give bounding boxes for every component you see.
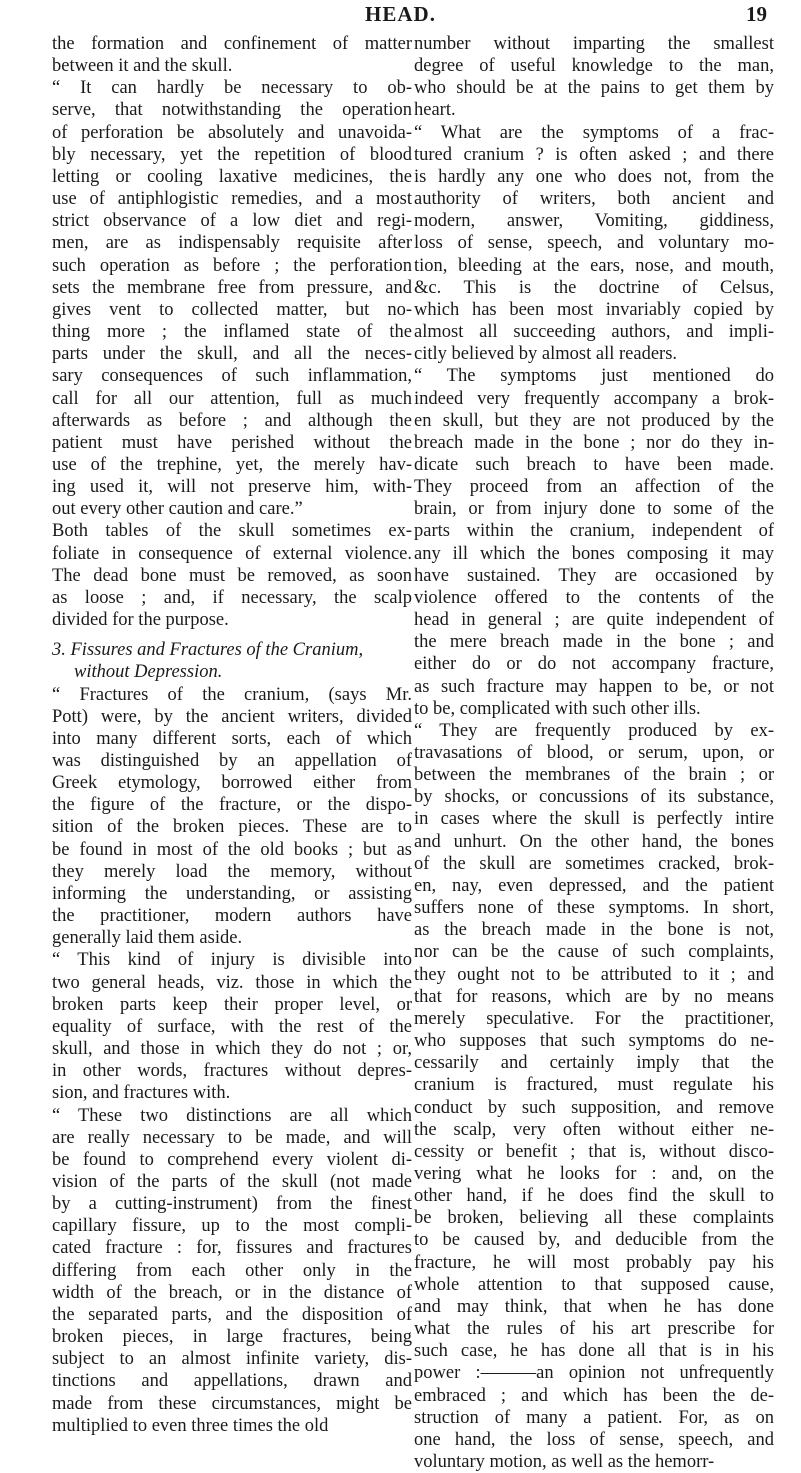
text-line: The dead bone must be removed, as soon xyxy=(52,565,412,586)
paragraph xyxy=(52,33,412,77)
text-line: men, are as indispensably requisite after xyxy=(52,233,412,254)
text-line: by shocks, or concussions of its substance, xyxy=(414,787,774,808)
text-line: tion, bleeding at the ears, nose, and mouth, xyxy=(414,255,774,276)
paragraph xyxy=(52,684,412,950)
text-line: “ These two distinctions are all which xyxy=(52,1105,412,1126)
text-line: subject to an almost infinite variety, dis- xyxy=(52,1349,412,1370)
text-line: struction of many a patient. For, as on xyxy=(414,1407,774,1428)
text-line: sion, and fractures with. xyxy=(52,1083,231,1104)
text-line: one hand, the loss of sense, speech, and xyxy=(414,1429,774,1450)
text-line: they merely load the memory, without xyxy=(52,861,412,882)
text-line: “ This kind of injury is divisible into xyxy=(52,950,412,971)
text-line: parts within the cranium, independent of xyxy=(414,521,774,542)
text-line: sition of the broken pieces. These are to xyxy=(52,817,412,838)
text-line: use of the trephine, yet, the merely hav- xyxy=(52,454,412,475)
text-line: vering what he looks for : and, on the xyxy=(414,1163,774,1184)
text-line: two general heads, viz. those in which the xyxy=(52,972,412,993)
text-line: nor can be the cause of such complaints, xyxy=(414,942,774,963)
text-line: tinctions and appellations, drawn and xyxy=(52,1371,412,1392)
text-line: “ It can hardly be necessary to ob- xyxy=(52,78,412,99)
text-line: They proceed from an affection of the xyxy=(414,477,774,498)
text-line: dicate such breach to have been made. xyxy=(414,454,774,475)
text-line: they ought not to be attributed to it ; and xyxy=(414,964,774,985)
text-line: 3. Fissures and Fractures of the Cranium, xyxy=(52,640,364,661)
text-line: what the rules of his art prescribe for xyxy=(414,1319,774,1340)
text-line: be found in most of the old books ; but as xyxy=(52,839,412,860)
text-line: such operation as before ; the perforation xyxy=(52,255,412,276)
text-line: Both tables of the skull sometimes ex- xyxy=(52,521,412,542)
text-line: “ Fractures of the cranium, (says Mr. xyxy=(52,684,412,705)
text-line: as such fracture may happen to be, or not xyxy=(414,676,774,697)
text-line: number without imparting the smallest xyxy=(414,34,774,54)
text-line: which has been most invariably copied by xyxy=(414,299,774,320)
text-line: multiplied to even three times the old xyxy=(52,1415,329,1436)
text-line: indeed very frequently accompany a brok- xyxy=(414,388,774,409)
text-line: embraced ; and which has been the de- xyxy=(414,1385,774,1406)
text-line: be broken, believing all these complaints xyxy=(414,1208,774,1229)
text-line: and may think, that when he has done xyxy=(414,1296,774,1317)
text-line: breach made in the bone ; nor do they in- xyxy=(414,432,774,453)
text-line: cessarily and certainly imply that the xyxy=(414,1053,774,1074)
text-line: the figure of the fracture, or the dispo- xyxy=(52,795,412,816)
text-line: bly necessary, yet the repetition of blood xyxy=(52,144,412,165)
text-line: and unhurt. On the other hand, the bones xyxy=(414,831,774,852)
text-line: gives vent to collected matter, but no- xyxy=(52,299,412,320)
text-line: merely speculative. For the practitioner, xyxy=(414,1008,774,1029)
text-line: head in general ; are quite independent of xyxy=(414,610,774,631)
page-title: HEAD. xyxy=(365,2,436,26)
text-line: be found to comprehend every violent di- xyxy=(52,1149,412,1170)
text-line: almost all succeeding authors, and impli- xyxy=(414,322,774,343)
text-line: ing used it, will not preserve him, with- xyxy=(52,477,412,498)
paragraph xyxy=(414,122,774,366)
text-line: width of the breach, or in the distance of xyxy=(52,1282,412,1303)
text-line: Greek etymology, borrowed either from xyxy=(52,773,412,794)
text-line: serve, that notwithstanding the operation xyxy=(52,100,412,121)
text-line: patient must have perished without the xyxy=(52,432,412,453)
running-head xyxy=(0,0,801,30)
text-line: made from these circumstances, might be xyxy=(52,1393,412,1414)
text-line: between the membranes of the brain ; or xyxy=(414,765,774,786)
text-line: fracture, he will most probably pay his xyxy=(414,1252,774,1273)
text-line: en skull, but they are not produced by the xyxy=(414,410,774,431)
text-line: vision of the parts of the skull (not made xyxy=(52,1171,412,1192)
text-line: into many different sorts, each of which xyxy=(52,728,412,749)
right-column xyxy=(414,33,774,1473)
section-heading xyxy=(52,639,412,683)
text-line: of the skull are sometimes cracked, brok- xyxy=(414,853,774,874)
text-line: are really necessary to be made, and will xyxy=(52,1127,412,1148)
text-line: of perforation be absolutely and unavoida- xyxy=(52,122,412,143)
text-line: parts under the skull, and all the neces- xyxy=(52,344,412,365)
text-line: cranium is fractured, must regulate his xyxy=(414,1075,774,1096)
text-line: other hand, if he does find the skull to xyxy=(414,1186,774,1207)
text-line: differing from each other only in the xyxy=(52,1260,412,1281)
text-line: the formation and confinement of matter xyxy=(52,34,412,54)
text-line: cated fracture : for, fissures and fractures xyxy=(52,1238,412,1259)
text-line: tured cranium ? is often asked ; and there xyxy=(414,144,774,165)
text-line: conduct by such supposition, and remove xyxy=(414,1097,774,1118)
text-line: power :———an opinion not unfrequently xyxy=(414,1363,774,1384)
text-line: the mere breach made in the bone ; and xyxy=(414,632,774,653)
text-line: citly believed by almost all readers. xyxy=(414,344,678,365)
text-line: &c. This is the doctrine of Celsus, xyxy=(414,277,774,298)
text-line: any ill which the bones composing it may xyxy=(414,543,774,564)
text-line: who supposes that such symptoms do ne- xyxy=(414,1031,774,1052)
text-line: modern, answer, Vomiting, giddiness, xyxy=(414,211,774,232)
left-column xyxy=(52,33,412,1437)
text-line: skull, and those in which they do not ; or, xyxy=(52,1039,412,1060)
text-line: such case, he has done all that is in his xyxy=(414,1341,774,1362)
text-line: without Depression. xyxy=(74,662,223,683)
text-line: travasations of blood, or serum, upon, or xyxy=(414,743,774,763)
text-line: that for reasons, which are by no means xyxy=(414,986,774,1007)
text-line: Pott) were, by the ancient writers, divided xyxy=(52,706,412,727)
page-number: 19 xyxy=(746,2,767,26)
text-line: loss of sense, speech, and voluntary mo- xyxy=(414,233,774,254)
text-line: to be caused by, and deducible from the xyxy=(414,1230,774,1251)
text-line: sary consequences of such inflammation, xyxy=(52,366,412,387)
text-line: equality of surface, with the rest of the xyxy=(52,1016,412,1037)
text-line: afterwards as before ; and although the xyxy=(52,410,412,431)
text-line: was distinguished by an appellation of xyxy=(52,751,412,771)
text-line: sets the membrane free from pressure, and xyxy=(52,277,412,298)
text-line: who should be at the pains to get them by xyxy=(414,78,774,99)
text-line: cessity or benefit ; that is, without disco- xyxy=(414,1141,774,1162)
paragraph xyxy=(52,1105,412,1437)
text-line: authority of writers, both ancient and xyxy=(414,189,774,210)
text-line: in other words, fractures without depres- xyxy=(52,1061,412,1082)
text-line: suffers none of these symptoms. In short, xyxy=(414,898,774,919)
paragraph xyxy=(52,949,412,1104)
text-line: call for all our attention, full as much xyxy=(52,388,412,409)
text-line: broken parts keep their proper level, or xyxy=(52,994,412,1015)
text-line: “ The symptoms just mentioned do xyxy=(414,366,774,387)
text-line: use of antiphlogistic remedies, and a most xyxy=(52,189,412,210)
text-line: letting or cooling laxative medicines, the xyxy=(52,166,412,187)
text-line: brain, or from injury done to some of the xyxy=(414,499,774,520)
paragraph xyxy=(414,365,774,720)
paragraph xyxy=(52,77,412,520)
text-line: between it and the skull. xyxy=(52,56,233,77)
text-line: degree of useful knowledge to the man, xyxy=(414,56,774,77)
text-line: divided for the purpose. xyxy=(52,610,229,631)
text-line: have sustained. They are occasioned by xyxy=(414,565,774,586)
text-line: thing more ; the inflamed state of the xyxy=(52,322,412,343)
text-line: as the breach made in the bone is not, xyxy=(414,920,774,941)
text-line: heart. xyxy=(414,100,456,121)
text-line: “ What are the symptoms of a frac- xyxy=(414,122,774,143)
text-line: voluntary motion, as well as the hemorr- xyxy=(414,1452,715,1472)
text-line: generally laid them aside. xyxy=(52,928,243,949)
text-line: informing the understanding, or assisting xyxy=(52,883,412,904)
paragraph xyxy=(52,520,412,631)
text-line: is hardly any one who does not, from the xyxy=(414,166,774,187)
text-line: in cases where the skull is perfectly intire xyxy=(414,809,774,830)
paragraph xyxy=(414,720,774,1473)
text-line: the scalp, very often without either ne- xyxy=(414,1119,774,1140)
text-line: as loose ; and, if necessary, the scalp xyxy=(52,587,412,608)
text-line: the practitioner, modern authors have xyxy=(52,906,412,927)
text-line: strict observance of a low diet and regi- xyxy=(52,211,412,232)
text-line: violence offered to the contents of the xyxy=(414,587,774,608)
paragraph xyxy=(414,33,774,122)
text-line: capillary fissure, up to the most compli- xyxy=(52,1216,412,1237)
text-line: whole attention to that supposed cause, xyxy=(414,1274,774,1295)
text-line: en, nay, even depressed, and the patient xyxy=(414,875,774,896)
text-line: broken pieces, in large fractures, being xyxy=(52,1327,412,1348)
text-line: out every other caution and care.” xyxy=(52,499,303,520)
text-line: to be, complicated with such other ills. xyxy=(414,698,701,719)
text-line: by a cutting-instrument) from the finest xyxy=(52,1194,412,1215)
text-line: either do or do not accompany fracture, xyxy=(414,654,774,675)
text-line: foliate in consequence of external violence. xyxy=(52,543,412,564)
text-line: the separated parts, and the disposition of xyxy=(52,1304,412,1325)
text-line: “ They are frequently produced by ex- xyxy=(414,720,774,741)
